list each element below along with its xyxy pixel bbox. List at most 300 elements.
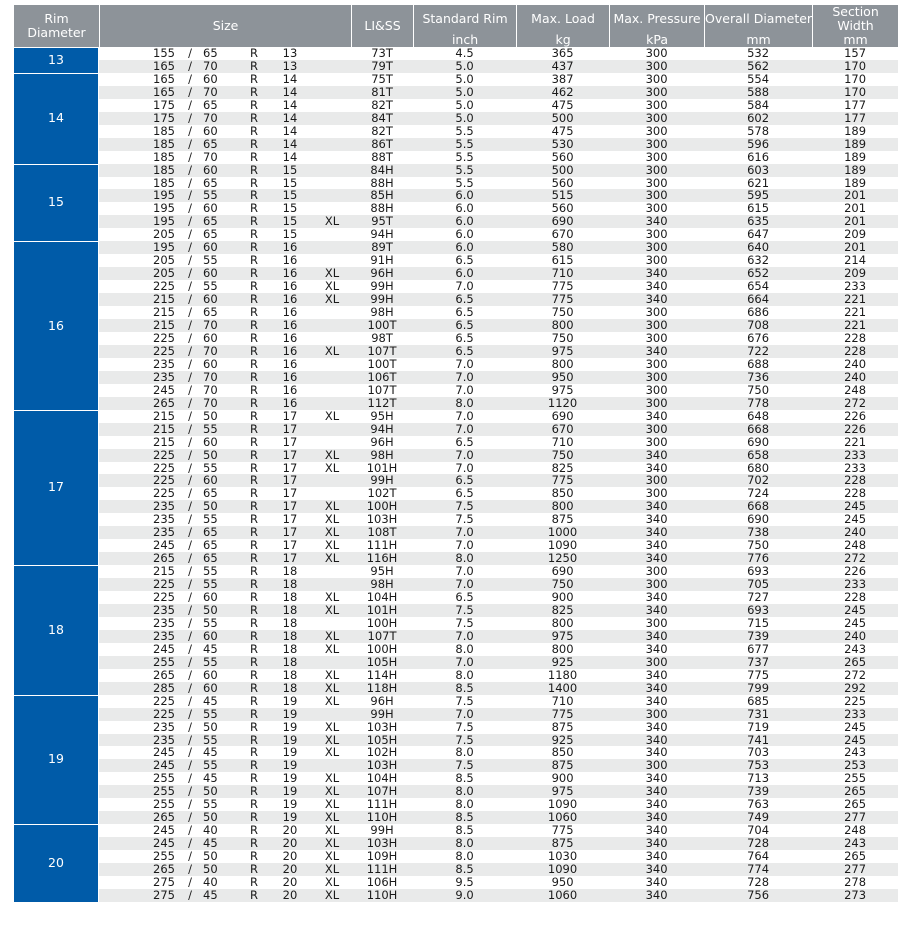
rim-cell: 16 (267, 397, 313, 410)
load-speed-index-cell: 106H (366, 875, 398, 889)
section-width-cell: 243 (812, 837, 898, 850)
overall-diameter-cell: 728 (704, 837, 812, 850)
max-pressure-cell: 300 (645, 382, 668, 397)
section-width-cell: 209 (844, 227, 867, 242)
overall-diameter-cell: 676 (747, 330, 770, 345)
overall-diameter-cell: 799 (704, 682, 812, 695)
slash-cell: / (177, 164, 203, 177)
xl-cell: XL (313, 889, 351, 902)
section-width-cell: 273 (812, 889, 898, 902)
load-speed-index-cell: 106T (351, 371, 413, 384)
rim-cell: 15 (267, 164, 313, 177)
construction-cell: R (241, 578, 267, 591)
aspect-cell: 55 (203, 656, 241, 669)
max-load-cell: 975 (516, 630, 609, 643)
standard-rim-cell: 5.0 (455, 71, 474, 86)
width-cell: 185 (153, 123, 175, 138)
aspect-cell: 40 (203, 875, 218, 889)
width-cell: 205 (99, 267, 177, 280)
standard-rim-cell: 7.5 (413, 759, 516, 772)
load-speed-index-cell: 94H (351, 423, 413, 436)
xl-cell (313, 565, 351, 578)
overall-diameter-cell: 774 (704, 863, 812, 876)
width-cell: 225 (99, 449, 177, 462)
rim-cell: 15 (282, 175, 298, 190)
max-pressure-cell: 300 (609, 241, 704, 254)
rim-cell: 13 (267, 60, 313, 73)
rim-cell: 18 (282, 564, 298, 579)
aspect-cell: 65 (203, 97, 218, 112)
standard-rim-cell: 8.5 (413, 811, 516, 824)
section-width-cell: 277 (812, 811, 898, 824)
overall-diameter-cell: 731 (704, 708, 812, 721)
construction-cell: R (241, 474, 267, 487)
xl-cell (313, 99, 351, 112)
slash-cell: / (188, 512, 192, 527)
aspect-cell: 60 (203, 241, 241, 254)
xl-cell (313, 384, 351, 397)
slash-cell: / (188, 538, 192, 553)
load-speed-index-cell: 107H (351, 785, 413, 798)
aspect-cell: 60 (203, 356, 218, 371)
max-pressure-unit: kPa (609, 33, 704, 47)
construction-cell: R (241, 656, 267, 669)
rim-cell: 20 (267, 837, 313, 850)
overall-diameter-cell: 741 (704, 734, 812, 747)
width-cell: 225 (153, 279, 175, 294)
max-load-cell: 800 (551, 641, 574, 656)
max-load-cell: 1060 (516, 889, 609, 902)
construction-cell: R (241, 604, 267, 617)
max-load-cell: 925 (516, 656, 609, 669)
xl-cell (313, 228, 351, 241)
overall-diameter-cell: 738 (704, 526, 812, 539)
standard-rim-cell: 7.0 (413, 578, 516, 591)
xl-cell (313, 125, 351, 138)
load-speed-index-cell: 108T (351, 526, 413, 539)
xl-cell: XL (324, 538, 340, 553)
xl-cell (313, 371, 351, 384)
aspect-cell: 70 (203, 112, 241, 125)
load-speed-index-cell: 99H (351, 293, 413, 306)
rim-cell: 15 (282, 201, 298, 216)
construction-cell: R (250, 797, 258, 812)
aspect-cell: 55 (203, 797, 218, 812)
slash-cell: / (177, 189, 203, 202)
rim-cell: 17 (267, 552, 313, 565)
standard-rim-cell: 7.0 (455, 538, 474, 553)
load-speed-index-cell: 107T (351, 345, 413, 358)
xl-cell: XL (313, 267, 351, 280)
max-load-cell: 775 (516, 708, 609, 721)
max-pressure-cell: 340 (609, 837, 704, 850)
overall-diameter-cell: 615 (747, 201, 770, 216)
standard-rim-cell: 6.5 (413, 345, 516, 358)
construction-cell: R (250, 590, 258, 605)
standard-rim-cell: 7.0 (413, 630, 516, 643)
max-pressure-cell: 340 (645, 823, 668, 838)
aspect-cell: 45 (203, 693, 218, 708)
max-load-cell: 500 (516, 164, 609, 177)
width-cell: 265 (99, 863, 177, 876)
slash-cell: / (177, 526, 203, 539)
load-speed-index-cell: 98H (351, 449, 413, 462)
overall-diameter-cell: 728 (747, 875, 770, 889)
xl-cell: XL (313, 837, 351, 850)
max-load-cell: 365 (551, 46, 574, 60)
load-speed-index-cell: 95H (370, 408, 394, 423)
construction-cell: R (241, 293, 267, 306)
width-cell: 225 (153, 486, 175, 501)
overall-diameter-cell: 680 (747, 460, 770, 475)
standard-rim-cell: 8.5 (455, 823, 474, 838)
rim-cell: 15 (282, 227, 298, 242)
standard-rim-cell: 4.5 (455, 46, 474, 60)
section-width-cell: 253 (812, 759, 898, 772)
table-row (14, 371, 898, 384)
max-load-cell: 850 (551, 486, 574, 501)
construction-cell: R (241, 708, 267, 721)
section-width-cell: 292 (812, 682, 898, 695)
construction-cell: R (250, 641, 258, 656)
xl-cell: XL (324, 719, 340, 734)
max-pressure-cell: 340 (609, 345, 704, 358)
load-speed-index-cell: 111H (366, 538, 398, 553)
load-speed-index-cell: 101H (366, 460, 398, 475)
max-pressure-cell: 300 (645, 227, 668, 242)
standard-rim-cell: 5.5 (413, 164, 516, 177)
xl-cell (313, 47, 351, 60)
construction-cell: R (250, 719, 258, 734)
aspect-cell: 45 (203, 889, 241, 902)
width-cell: 245 (153, 823, 175, 838)
section-width-cell: 278 (844, 875, 867, 889)
table-row (14, 876, 898, 889)
section-width-cell: 221 (844, 305, 867, 320)
construction-cell: R (250, 512, 258, 527)
width-cell: 245 (153, 538, 175, 553)
standard-rim-cell: 7.0 (413, 526, 516, 539)
slash-cell: / (177, 138, 203, 151)
max-pressure-cell: 340 (645, 849, 668, 864)
standard-rim-cell: 5.0 (413, 60, 516, 73)
aspect-cell: 55 (203, 759, 241, 772)
slash-cell: / (188, 46, 192, 60)
overall-diameter-header: Overall Diameter (704, 5, 812, 33)
section-width-cell: 240 (812, 371, 898, 384)
max-load-cell: 950 (516, 371, 609, 384)
rim-diameter-cell: 19 (14, 695, 99, 825)
aspect-cell: 50 (203, 811, 241, 824)
overall-diameter-cell: 688 (747, 356, 770, 371)
standard-rim-cell: 6.0 (413, 189, 516, 202)
construction-cell: R (250, 279, 258, 294)
section-width-header: Section Width (812, 5, 898, 33)
section-width-cell: 226 (844, 564, 867, 579)
overall-diameter-cell: 739 (704, 785, 812, 798)
xl-cell: XL (324, 641, 340, 656)
slash-cell: / (177, 656, 203, 669)
rim-diameter-cell: 20 (14, 824, 99, 902)
rim-cell: 16 (282, 382, 298, 397)
construction-cell: R (241, 397, 267, 410)
construction-cell: R (241, 734, 267, 747)
max-load-cell: 875 (516, 837, 609, 850)
construction-cell: R (250, 486, 258, 501)
xl-cell (313, 656, 351, 669)
rim-cell: 19 (267, 759, 313, 772)
aspect-cell: 55 (203, 734, 241, 747)
slash-cell: / (188, 590, 192, 605)
width-cell: 175 (153, 97, 175, 112)
width-cell: 235 (99, 604, 177, 617)
section-width-cell: 214 (844, 253, 867, 268)
overall-diameter-cell: 690 (747, 512, 770, 527)
construction-cell: R (241, 449, 267, 462)
li-ss-header: LI&SS (351, 5, 413, 47)
aspect-cell: 60 (203, 164, 241, 177)
xl-cell (313, 151, 351, 164)
section-width-cell: 233 (844, 279, 867, 294)
max-load-cell: 437 (516, 60, 609, 73)
aspect-cell: 50 (203, 604, 241, 617)
table-row (14, 630, 898, 643)
table-row (14, 164, 898, 177)
aspect-cell: 45 (203, 641, 218, 656)
section-width-cell: 248 (844, 823, 867, 838)
construction-cell: R (241, 837, 267, 850)
max-load-cell: 560 (551, 149, 574, 164)
max-pressure-header: Max. Pressure (609, 5, 704, 33)
xl-cell (313, 617, 351, 630)
standard-rim-cell: 6.0 (413, 215, 516, 228)
section-width-cell: 221 (812, 319, 898, 332)
rim-diameter-cell: 16 (14, 241, 99, 409)
max-pressure-cell: 300 (645, 71, 668, 86)
standard-rim-cell: 7.0 (413, 708, 516, 721)
load-speed-index-cell: 109H (366, 849, 398, 864)
overall-diameter-cell: 776 (704, 552, 812, 565)
max-pressure-cell: 340 (609, 863, 704, 876)
rim-cell: 16 (282, 305, 298, 320)
rim-cell: 20 (282, 849, 298, 864)
load-speed-index-cell: 82T (371, 97, 393, 112)
rim-cell: 16 (267, 371, 313, 384)
load-speed-index-cell: 118H (351, 682, 413, 695)
overall-diameter-cell: 686 (747, 305, 770, 320)
standard-rim-cell: 7.0 (413, 656, 516, 669)
standard-rim-cell: 5.5 (455, 123, 474, 138)
aspect-cell: 70 (203, 345, 241, 358)
slash-cell: / (177, 811, 203, 824)
max-pressure-cell: 340 (645, 641, 668, 656)
slash-cell: / (188, 719, 192, 734)
width-cell: 215 (153, 305, 175, 320)
aspect-cell: 70 (203, 382, 218, 397)
section-width-cell: 157 (844, 46, 867, 60)
aspect-cell: 60 (203, 293, 241, 306)
rim-cell: 19 (267, 708, 313, 721)
slash-cell: / (177, 863, 203, 876)
slash-cell: / (188, 279, 192, 294)
section-width-cell: 221 (812, 293, 898, 306)
overall-diameter-cell: 703 (747, 745, 770, 760)
xl-cell: XL (313, 552, 351, 565)
rim-cell: 16 (267, 345, 313, 358)
xl-cell: XL (313, 682, 351, 695)
overall-diameter-cell: 778 (704, 397, 812, 410)
table-row (14, 332, 898, 345)
width-cell: 235 (99, 630, 177, 643)
section-width-unit: mm (812, 33, 898, 47)
load-speed-index-cell: 98H (351, 578, 413, 591)
table-row (14, 656, 898, 669)
standard-rim-cell: 8.0 (413, 837, 516, 850)
max-pressure-cell: 300 (645, 201, 668, 216)
slash-cell: / (177, 215, 203, 228)
xl-cell (313, 474, 351, 487)
max-pressure-cell: 340 (645, 512, 668, 527)
slash-cell: / (188, 253, 192, 268)
rim-diameter-cell: 13 (14, 47, 99, 73)
section-width-cell: 243 (844, 641, 867, 656)
section-width-cell: 272 (844, 667, 867, 682)
max-pressure-cell: 340 (609, 215, 704, 228)
xl-cell (313, 358, 351, 371)
load-speed-index-cell: 111H (351, 863, 413, 876)
max-load-cell: 975 (551, 382, 574, 397)
standard-rim-cell: 5.0 (413, 112, 516, 125)
width-cell: 215 (153, 434, 175, 449)
construction-cell: R (241, 889, 267, 902)
aspect-cell: 60 (203, 590, 218, 605)
overall-diameter-cell: 693 (747, 564, 770, 579)
aspect-cell: 50 (203, 449, 241, 462)
slash-cell: / (188, 356, 192, 371)
load-speed-index-cell: 100H (366, 615, 398, 630)
overall-diameter-cell: 648 (747, 408, 770, 423)
standard-rim-cell: 8.0 (455, 667, 474, 682)
max-pressure-cell: 300 (645, 97, 668, 112)
standard-rim-cell: 5.0 (413, 86, 516, 99)
max-pressure-cell: 340 (609, 682, 704, 695)
xl-cell (313, 306, 351, 319)
table-row (14, 138, 898, 151)
aspect-cell: 65 (203, 552, 241, 565)
section-width-cell: 233 (844, 460, 867, 475)
rim-cell: 15 (267, 215, 313, 228)
section-width-cell: 245 (844, 615, 867, 630)
max-load-cell: 710 (551, 693, 574, 708)
construction-cell: R (250, 615, 258, 630)
rim-cell: 16 (282, 330, 298, 345)
overall-diameter-cell: 715 (747, 615, 770, 630)
slash-cell: / (177, 345, 203, 358)
rim-cell: 19 (267, 785, 313, 798)
standard-rim-cell: 6.0 (413, 267, 516, 280)
rim-cell: 18 (267, 656, 313, 669)
standard-rim-cell: 7.0 (455, 408, 474, 423)
rim-cell: 18 (267, 578, 313, 591)
slash-cell: / (177, 474, 203, 487)
load-speed-index-cell: 98T (371, 330, 393, 345)
slash-cell: / (177, 837, 203, 850)
max-load-cell: 580 (516, 241, 609, 254)
slash-cell: / (188, 875, 192, 889)
section-width-cell: 265 (812, 785, 898, 798)
section-width-cell: 177 (812, 112, 898, 125)
overall-diameter-cell: 713 (747, 771, 770, 786)
rim-cell: 19 (267, 811, 313, 824)
standard-rim-cell: 6.5 (413, 293, 516, 306)
max-load-unit: kg (516, 33, 609, 47)
section-width-cell: 228 (844, 590, 867, 605)
rim-diameter-cell: 14 (14, 73, 99, 164)
table-row (14, 151, 898, 164)
width-cell: 285 (99, 682, 177, 695)
rim-diameter-cell: 18 (14, 565, 99, 695)
width-cell: 165 (153, 71, 175, 86)
max-pressure-cell: 300 (645, 564, 668, 579)
standard-rim-cell: 7.0 (455, 279, 474, 294)
section-width-cell: 240 (812, 630, 898, 643)
load-speed-index-cell: 91H (370, 253, 394, 268)
size-header: Size (99, 5, 351, 47)
load-speed-index-cell: 94H (370, 227, 394, 242)
table-row (14, 410, 898, 423)
table-row (14, 60, 898, 73)
max-pressure-cell: 300 (609, 423, 704, 436)
max-pressure-cell: 300 (645, 434, 668, 449)
max-pressure-cell: 300 (609, 164, 704, 177)
table-row (14, 449, 898, 462)
slash-cell: / (177, 759, 203, 772)
aspect-cell: 65 (203, 486, 218, 501)
rim-cell: 20 (282, 875, 298, 889)
overall-diameter-cell: 737 (704, 656, 812, 669)
xl-cell: XL (313, 293, 351, 306)
construction-cell: R (250, 434, 258, 449)
width-cell: 235 (99, 500, 177, 513)
slash-cell: / (177, 397, 203, 410)
standard-rim-cell: 9.5 (455, 875, 474, 889)
max-pressure-cell: 340 (645, 279, 668, 294)
max-load-cell: 925 (516, 734, 609, 747)
aspect-cell: 50 (203, 500, 241, 513)
xl-cell (313, 397, 351, 410)
max-pressure-cell: 300 (609, 371, 704, 384)
construction-cell: R (241, 785, 267, 798)
max-load-cell: 515 (516, 189, 609, 202)
width-cell: 235 (99, 734, 177, 747)
section-width-cell: 233 (812, 578, 898, 591)
slash-cell: / (188, 745, 192, 760)
slash-cell: / (177, 552, 203, 565)
construction-cell: R (250, 408, 258, 423)
table-row (14, 669, 898, 682)
max-load-cell: 530 (516, 138, 609, 151)
section-width-cell: 209 (812, 267, 898, 280)
slash-cell: / (177, 785, 203, 798)
xl-cell (313, 164, 351, 177)
max-load-cell: 900 (551, 771, 574, 786)
aspect-cell: 55 (203, 708, 241, 721)
overall-diameter-cell: 739 (704, 630, 812, 643)
overall-diameter-cell: 685 (747, 693, 770, 708)
aspect-cell: 55 (203, 564, 218, 579)
section-width-cell: 245 (812, 734, 898, 747)
load-speed-index-cell: 103H (351, 759, 413, 772)
